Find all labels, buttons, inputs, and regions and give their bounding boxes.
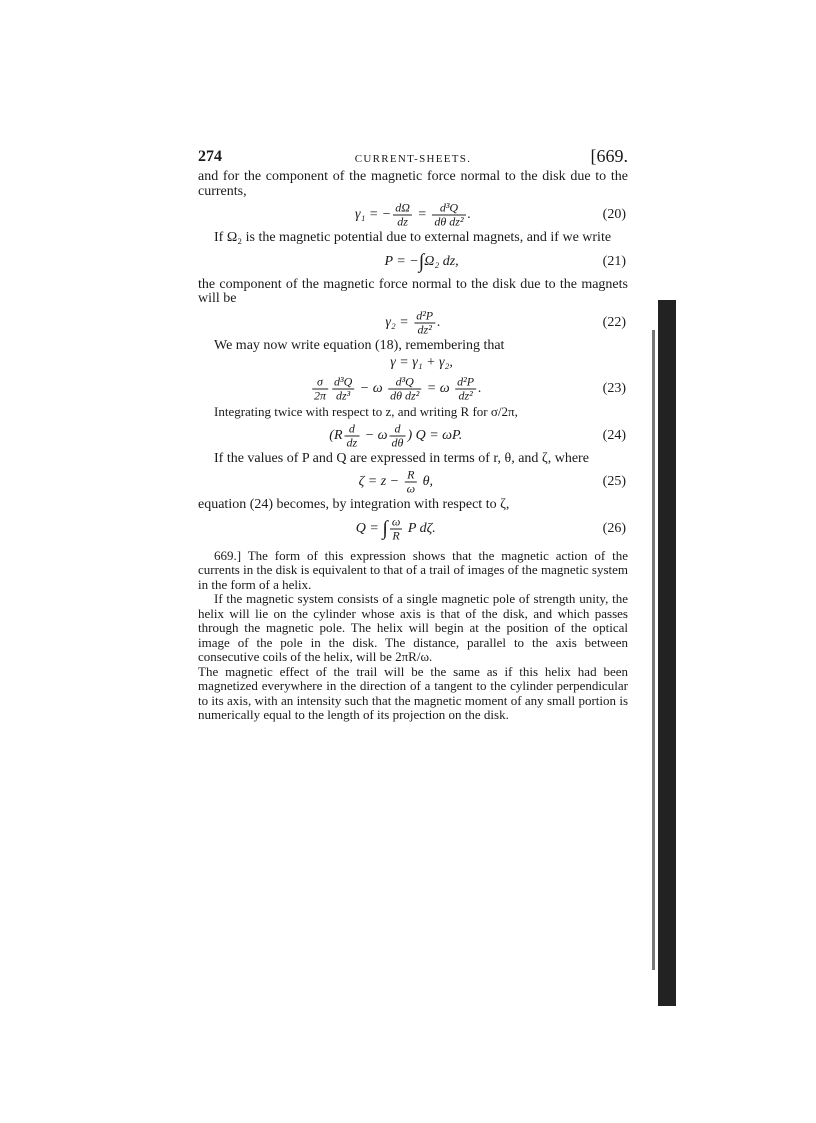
equation-25: ζ = z − $\frac{R}{\omega}$ θ, (25) (358, 467, 626, 496)
equation-20: γ₁ = − $\frac{d\Omega}{dz}$ = $\frac{\text{d³Q}}{\text{dθ dz²}}$ . (20) (354, 200, 626, 229)
equation-number: (25) (602, 474, 626, 489)
equation-21: P = −∫Ω₂ dz, (21) (384, 250, 626, 272)
section-mark: [669. (590, 146, 628, 166)
book-page (198, 140, 628, 723)
paragraph-6: If the values of P and Q are expressed in terms of r, θ, and ζ, where (214, 450, 589, 466)
paragraph-4: We may now write equation (18), remembering that (214, 337, 505, 353)
paragraph-8: 669.] The form of this expression shows that the magnetic action of the currents in the disk is equivalent to that of a trail of images of the magnetic system in the form of a helix. (198, 547, 628, 592)
paragraph-2: If Ω₂ is the magnetic potential due to external magnets, and if we write (214, 230, 612, 245)
equation-sum: γ = γ₁ + γ₂, (390, 355, 453, 370)
running-header (198, 140, 628, 170)
equation-26: Q = ∫ $\frac{\omega}{R}$ P dζ. (26) (355, 514, 626, 542)
paragraph-1: and for the component of the magnetic force normal to the disk due to the currents, (198, 169, 628, 199)
paragraph-9a: If the magnetic system consists of a single magnetic pole of strength unity, the helix will lie on the cylinder whose axis is that of the disk, and which passes through the magnetic pole. The helix will begin at the position of the optical image of the pole in the disk. The distance, parallel to the axis between consecutive coils of the helix, will be 2πR/ω. (198, 591, 628, 664)
running-title: CURRENT-SHEETS. (354, 153, 472, 165)
page-number: 274 (198, 148, 222, 165)
equation-22: γ₂ = $\frac{\text{d²P}}{\text{dz²}}$ . (22) (385, 308, 626, 336)
equation-number: (26) (602, 520, 626, 536)
equation-number: (22) (602, 314, 626, 330)
paragraph-3: the component of the magnetic force normal to the disk due to the magnets will be (198, 276, 628, 306)
paragraph-7: equation (24) becomes, by integration with respect to ζ, (198, 497, 510, 512)
equation-number: (23) (602, 381, 626, 396)
equation-number: (21) (602, 253, 626, 269)
equation-23: $\frac{\sigma}{2\pi}$ $\frac{\text{d³Q}}{\text{dz³}}$ − ω $\frac{\text{d³Q}}{\text{dθ dz²}}$ = ω $\frac{\text{d²P}}{\text{dz²}}$ . (23) (314, 374, 626, 403)
paragraph-9b: The magnetic effect of the trail will be the same as if this helix had been magnetized everywhere in the direction of a tangent to the cylinder perpendicular to its axis, with an intensity such that the magnetic moment of any small portion is numerically equal to the length of its projection on the disk. (198, 663, 628, 722)
equation-number: (20) (602, 207, 626, 222)
scan-edge-bar (658, 300, 676, 1006)
equation-number: (24) (602, 427, 626, 443)
paragraph-5: Integrating twice with respect to z, and writing R for σ/2π, (214, 404, 518, 419)
equation-24: (R $\frac{d}{dz}$ − ω $\frac{d}{d\theta}$ ) Q = ωP. (24) (329, 421, 626, 449)
scan-edge-bar-thin (652, 330, 655, 970)
